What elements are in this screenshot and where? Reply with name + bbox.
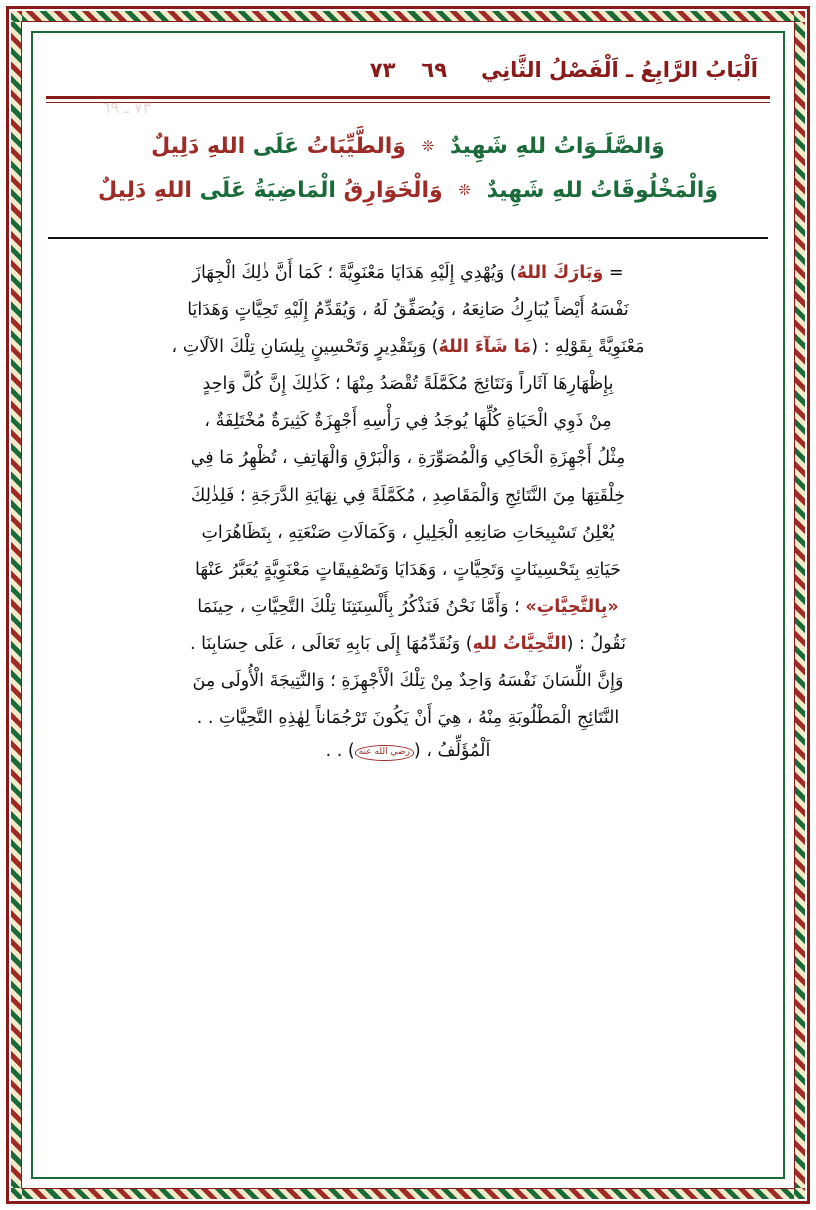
body-text-segment: مِثْلُ أَجْهِزَةِ الْحَاكِي وَالْمُصَوِّرَةِ ، وَالْبَرْقِ وَالْهَاتِفِ ، تُظْهِرُ مَا فِي: [190, 448, 626, 469]
verse-2-part-6: عَلَى: [199, 178, 246, 203]
body-text-segment: حَيَاتِهِ بِتَحْسِينَاتٍ وَتَحِيَّاتٍ ، وَهَدَايَا وَتَصْفِيقَاتٍ مَعْنَوِيَّةٍ يُعَبَّرُ عَنْهَا: [195, 559, 621, 580]
verse-line-2: [52, 169, 764, 213]
body-text-segment: ) وَبِتَقْدِيرٍ وَتَحْسِينٍ بِلِسَانِ تِلْكَ الآلَاتِ ،: [171, 337, 439, 358]
verse-line-1: [52, 125, 764, 169]
verse-1-part-6: اللهِ: [207, 134, 246, 159]
page-header: [42, 42, 774, 82]
verse-separator-icon-2: ❊: [458, 181, 471, 199]
body-line: [52, 292, 764, 329]
body-line: [52, 329, 764, 366]
verse-1-part-7: دَلِيلٌ: [151, 134, 200, 159]
header-divider: [46, 96, 770, 103]
verse-1-part-1: وَالصَّلَـوَاتُ: [553, 134, 665, 159]
page-content: [42, 42, 774, 1168]
body-text-segment: نَقُولُ : (: [566, 633, 626, 654]
body-text-segment: مِنْ ذَوِي الْحَيَاةِ كُلِّهَا يُوجَدُ فِي رَأْسِهِ أَجْهِزَةٌ كَثِيرَةٌ مُخْتَلِفَةٌ ،: [204, 411, 612, 432]
body-line: [52, 515, 764, 552]
highlighted-phrase: وَبَارَكَ اللهُ: [516, 263, 604, 283]
body-line: [52, 255, 764, 292]
body-line: [52, 663, 764, 700]
body-line: [52, 366, 764, 403]
seal-icon: رضي الله عنه: [355, 745, 414, 760]
body-text-segment: ؛ وَأَمَّا نَحْنُ فَنَذْكُرُ بِأَلْسِنَتِنَا تِلْكَ التَّحِيَّاتِ ، حِينَمَا: [197, 596, 526, 617]
verse-separator-icon: ❊: [421, 137, 435, 155]
body-text-segment: نَفْسَهُ أَيْضاً يُبَارِكُ صَانِعَهُ ، وَيُصَفِّقُ لَهُ ، وَيُقَدِّمُ إِلَيْهِ تَحِيَّاتٍ وَهَدَايَا: [187, 300, 629, 321]
verse-2-part-7: اللهِ: [153, 178, 192, 203]
body-line: [52, 403, 764, 440]
highlighted-phrase: «بِالتَّحِيَّاتِ»: [525, 596, 619, 617]
body-line: [52, 478, 764, 515]
verse-1-part-5: عَلَى: [252, 134, 300, 159]
body-line: [52, 552, 764, 589]
body-text-segment: ) وَيُهْدِي إِلَيْهِ هَدَايَا مَعْنَوِيَّةً ؛ كَمَا أَنَّ ذٰلِكَ الْجِهَازَ: [192, 263, 517, 283]
verse-1-part-4: وَالطَّيِّبَاتُ: [306, 134, 406, 159]
verse-1-part-2: للهِ: [515, 134, 547, 159]
page-number-watermark: ٧٣ ـ ٦٩: [102, 98, 152, 117]
body-text-segment: يُعْلِنُ تَسْبِيحَاتِ صَانِعِهِ الْجَلِيلِ ، وَكَمَالَاتِ صَنْعَتِهِ ، بِتَظَاهُرَاتِ: [201, 522, 615, 543]
verse-1-part-3: شَهِيدٌ: [449, 134, 508, 159]
body-text-segment: ) وَنُقَدِّمُهَا إِلَى بَابِهِ تَعَالَى ، عَلَى حِسَابِنَا .: [190, 633, 473, 654]
highlighted-phrase: مَا شَآءَ اللهُ: [438, 337, 532, 358]
closing-trailing: ) . .: [325, 741, 355, 762]
body-text-segment: مَعْنَوِيَّةً بِقَوْلِهِ : (: [531, 337, 645, 358]
body-text-segment: خِلْقَتِهَا مِنَ النَّتَائِجِ وَالْمَقَاصِدِ ، مُكَمَّلَةً فِي نِهَايَةِ الدَّرَجَةِ ؛ فَلِذٰلِكَ: [190, 485, 626, 506]
verse-2-part-3: شَهِيدٌ: [486, 178, 545, 203]
highlighted-phrase: التَّحِيَّاتُ للهِ: [472, 633, 567, 654]
closing-block: اَلْمُؤَلِّفُ ، (رضي الله عنه) . .: [325, 741, 491, 762]
body-line: [52, 700, 764, 737]
body-text-segment: النَّتَائِجِ الْمَطْلُوبَةِ مِنْهُ ، هِيَ أَنْ يَكُونَ تَرْجُمَاناً لِهٰذِهِ التَّحِيَّاتِ . .: [196, 708, 620, 729]
verse-2-part-5: الْمَاضِيَةُ: [253, 178, 336, 203]
verse-block: [42, 103, 774, 219]
body-text: [42, 239, 774, 737]
body-text-segment: بِإِظْهَارِهَا آثَاراً وَنَتَائِجَ مُكَمَّلَةً تُقْصَدُ مِنْهَا ؛ كَذٰلِكَ إِنَّ كُلَّ وَاحِدٍ: [202, 374, 614, 395]
author-label: اَلْمُؤَلِّفُ ،: [426, 741, 491, 762]
verse-2-part-2: للهِ: [552, 178, 583, 203]
body-line: [52, 626, 764, 663]
body-line: [52, 440, 764, 477]
chapter-title: اَلْبَابُ الرَّابِعُ ـ اَلْفَصْلُ الثَّانِي: [481, 58, 758, 82]
verse-2-part-1: وَالْمَخْلُوقَاتُ: [590, 178, 719, 203]
body-text-segment: =: [603, 263, 624, 283]
body-text-segment: وَإِنَّ اللِّسَانَ نَفْسَهُ وَاحِدٌ مِنْ تِلْكَ الْأَجْهِزَةِ ؛ وَالنَّتِيجَةَ الْأُولَى مِنَ: [192, 671, 624, 692]
page-number-left: ٧٣: [369, 58, 396, 82]
verse-2-part-8: دَلِيلٌ: [97, 178, 147, 203]
body-line: [52, 589, 764, 626]
page-number-right: ٦٩: [421, 58, 448, 82]
verse-2-part-4: وَالْخَوَارِقُ: [343, 178, 443, 203]
